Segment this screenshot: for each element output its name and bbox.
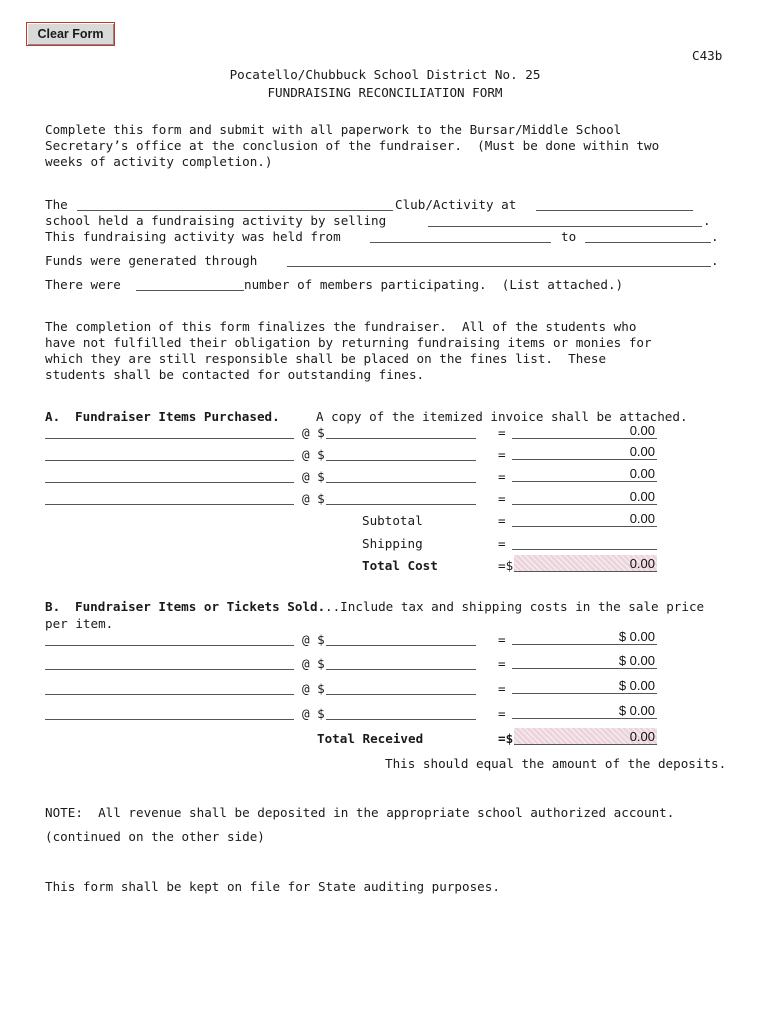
a-at-3: @ $: [302, 469, 325, 484]
members-label: number of members participating. (List attached.): [244, 277, 624, 292]
b-total-field-4[interactable]: $ 0.00: [512, 702, 657, 719]
total-received-field[interactable]: 0.00: [514, 728, 657, 745]
a-price-field-3[interactable]: [326, 482, 476, 483]
section-b-note-2: per item.: [45, 616, 114, 631]
b-at-1: @ $: [302, 632, 325, 647]
completion-line-3: which they are still responsible shall be placed on the fines list. These: [45, 351, 607, 366]
b-eq-3: =: [498, 681, 506, 696]
b-at-4: @ $: [302, 706, 325, 721]
a-price-field-4[interactable]: [326, 504, 476, 505]
period-3: .: [711, 253, 719, 268]
continued-note: (continued on the other side): [45, 829, 265, 844]
a-total-field-1[interactable]: 0.00: [512, 422, 657, 439]
total-received-prefix: =$: [498, 731, 514, 746]
a-item-field-1[interactable]: [45, 438, 294, 439]
members-count-field[interactable]: [136, 290, 244, 291]
subtotal-eq: =: [498, 513, 506, 528]
shipping-label: Shipping: [362, 536, 423, 551]
a-eq-4: =: [498, 491, 506, 506]
start-date-field[interactable]: [370, 242, 551, 243]
b-total-field-2[interactable]: $ 0.00: [512, 652, 657, 669]
b-total-field-3[interactable]: $ 0.00: [512, 677, 657, 694]
b-item-field-4[interactable]: [45, 719, 294, 720]
club-activity-label: Club/Activity at: [395, 197, 517, 212]
b-price-field-1[interactable]: [326, 645, 476, 646]
shipping-eq: =: [498, 536, 506, 551]
school-held-label: school held a fundraising activity by selling: [45, 213, 387, 228]
b-at-2: @ $: [302, 656, 325, 671]
to-label: to: [561, 229, 577, 244]
b-item-field-2[interactable]: [45, 669, 294, 670]
b-eq-2: =: [498, 656, 506, 671]
b-total-field-1[interactable]: $ 0.00: [512, 628, 657, 645]
total-received-label: Total Received: [317, 731, 424, 746]
b-eq-1: =: [498, 632, 506, 647]
b-at-3: @ $: [302, 681, 325, 696]
a-item-field-2[interactable]: [45, 460, 294, 461]
section-a-note: A copy of the itemized invoice shall be attached.: [316, 409, 688, 424]
subtotal-field[interactable]: 0.00: [512, 510, 657, 527]
subtotal-label: Subtotal: [362, 513, 423, 528]
form-code: C43b: [692, 48, 723, 63]
section-a-label: A.: [45, 409, 61, 424]
form-title: FUNDRAISING RECONCILIATION FORM: [267, 85, 503, 100]
a-at-1: @ $: [302, 425, 325, 440]
funds-generated-label: Funds were generated through: [45, 253, 258, 268]
items-sold-field[interactable]: [428, 226, 702, 227]
b-price-field-4[interactable]: [326, 719, 476, 720]
a-eq-2: =: [498, 447, 506, 462]
b-price-field-3[interactable]: [326, 694, 476, 695]
section-b-note: ..Include tax and shipping costs in the sale price: [325, 599, 705, 614]
clear-form-button[interactable]: Clear Form: [26, 22, 115, 46]
section-b-title: Fundraiser Items or Tickets Sold.: [75, 599, 326, 614]
a-price-field-1[interactable]: [326, 438, 476, 439]
a-price-field-2[interactable]: [326, 460, 476, 461]
held-from-label: This fundraising activity was held from: [45, 229, 341, 244]
instructions-line-3: weeks of activity completion.): [45, 154, 273, 169]
completion-line-4: students shall be contacted for outstanding fines.: [45, 367, 425, 382]
instructions-line-1: Complete this form and submit with all paperwork to the Bursar/Middle School: [45, 122, 622, 137]
a-at-4: @ $: [302, 491, 325, 506]
revenue-note: NOTE: All revenue shall be deposited in the appropriate school authorized account.: [45, 805, 675, 820]
total-cost-field[interactable]: 0.00: [514, 555, 657, 572]
club-name-field[interactable]: [77, 210, 393, 211]
the-label: The: [45, 197, 68, 212]
school-name-field[interactable]: [536, 210, 693, 211]
period-2: .: [711, 229, 719, 244]
b-price-field-2[interactable]: [326, 669, 476, 670]
period-1: .: [703, 213, 711, 228]
section-a-title: Fundraiser Items Purchased.: [75, 409, 280, 424]
end-date-field[interactable]: [585, 242, 711, 243]
funds-through-field[interactable]: [287, 266, 711, 267]
a-total-field-3[interactable]: 0.00: [512, 465, 657, 482]
completion-line-2: have not fulfilled their obligation by returning fundraising items or monies for: [45, 335, 652, 350]
a-at-2: @ $: [302, 447, 325, 462]
footer-note: This form shall be kept on file for State auditing purposes.: [45, 879, 500, 894]
total-cost-prefix: =$: [498, 558, 514, 573]
total-cost-label: Total Cost: [362, 558, 438, 573]
deposits-note: This should equal the amount of the deposits.: [385, 756, 727, 771]
b-item-field-1[interactable]: [45, 645, 294, 646]
b-eq-4: =: [498, 706, 506, 721]
b-item-field-3[interactable]: [45, 694, 294, 695]
a-eq-1: =: [498, 425, 506, 440]
a-total-field-2[interactable]: 0.00: [512, 443, 657, 460]
a-item-field-4[interactable]: [45, 504, 294, 505]
instructions-line-2: Secretary’s office at the conclusion of the fundraiser. (Must be done within two: [45, 138, 660, 153]
there-were-label: There were: [45, 277, 121, 292]
a-item-field-3[interactable]: [45, 482, 294, 483]
shipping-field[interactable]: [512, 533, 657, 550]
a-total-field-4[interactable]: 0.00: [512, 488, 657, 505]
section-b-label: B.: [45, 599, 61, 614]
completion-line-1: The completion of this form finalizes the fundraiser. All of the students who: [45, 319, 637, 334]
a-eq-3: =: [498, 469, 506, 484]
district-name: Pocatello/Chubbuck School District No. 25: [229, 67, 541, 82]
